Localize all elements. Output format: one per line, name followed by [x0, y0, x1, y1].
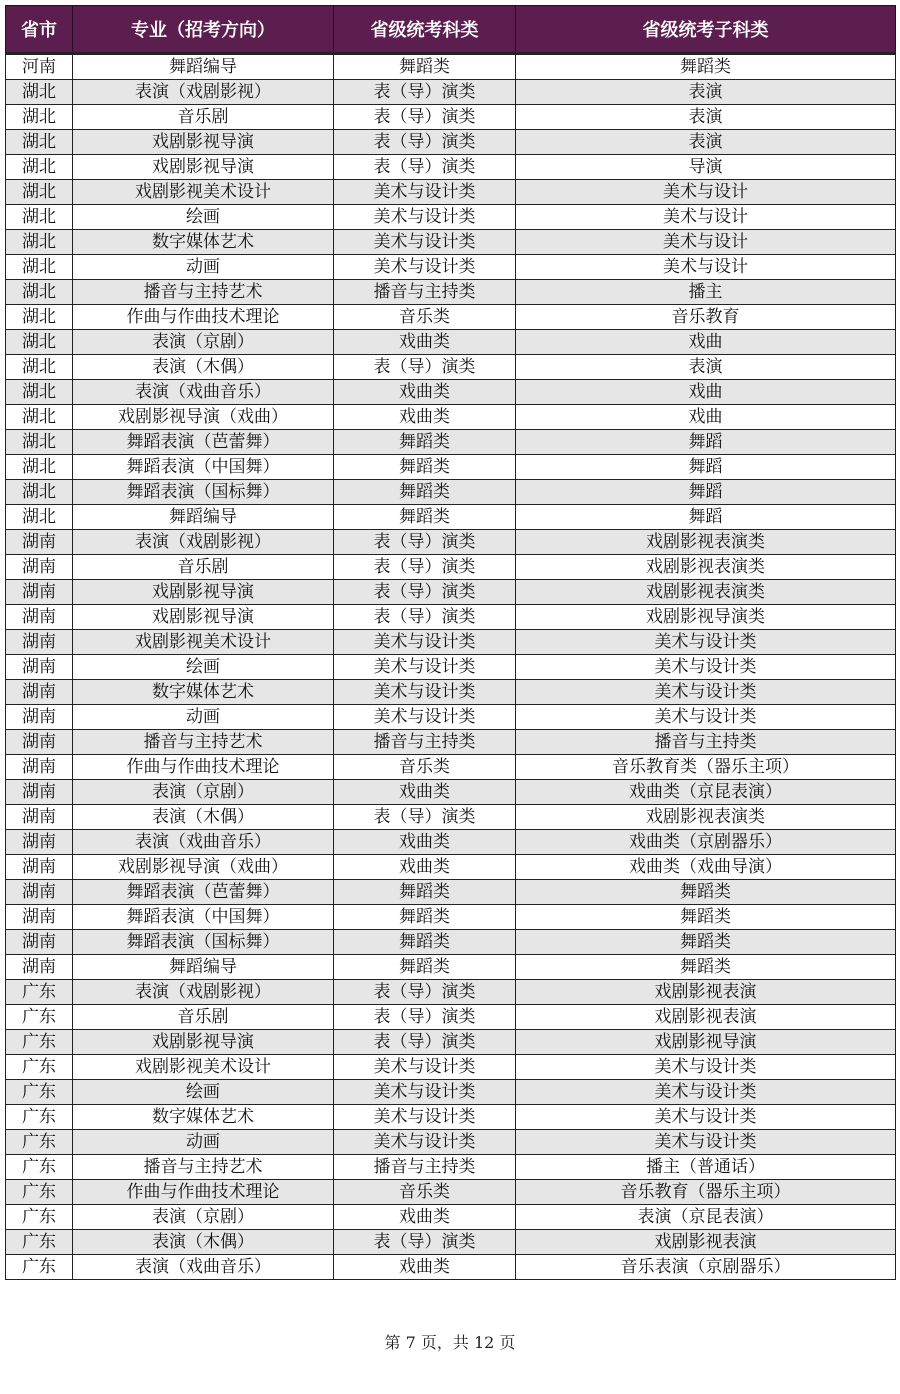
cell-province: 湖南: [6, 555, 73, 580]
cell-major: 舞蹈编导: [73, 505, 334, 530]
cell-exam-subcategory: 戏剧影视表演: [516, 1005, 896, 1030]
cell-province: 湖北: [6, 180, 73, 205]
cell-major: 动画: [73, 705, 334, 730]
page-number-footer: 第 7 页，共 12 页: [384, 1333, 516, 1352]
cell-exam-subcategory: 戏剧影视表演类: [516, 555, 896, 580]
cell-exam-subcategory: 音乐教育: [516, 305, 896, 330]
cell-province: 湖南: [6, 830, 73, 855]
cell-province: 湖南: [6, 530, 73, 555]
table-row: [6, 605, 896, 630]
cell-exam-subcategory: 播音与主持类: [516, 730, 896, 755]
cell-province: 湖南: [6, 730, 73, 755]
table-row: [6, 54, 896, 80]
cell-province: 湖南: [6, 805, 73, 830]
cell-exam-subcategory: 舞蹈: [516, 480, 896, 505]
table-row: [6, 105, 896, 130]
cell-province: 湖北: [6, 80, 73, 105]
cell-exam-category: 美术与设计类: [334, 630, 516, 655]
cell-province: 湖南: [6, 955, 73, 980]
cell-exam-subcategory: 美术与设计类: [516, 1080, 896, 1105]
cell-exam-subcategory: 美术与设计类: [516, 1105, 896, 1130]
cell-major: 戏剧影视导演（戏曲）: [73, 855, 334, 880]
cell-major: 播音与主持艺术: [73, 1155, 334, 1180]
cell-major: 绘画: [73, 655, 334, 680]
table-row: [6, 255, 896, 280]
cell-province: 湖北: [6, 155, 73, 180]
cell-province: 湖北: [6, 280, 73, 305]
cell-exam-category: 表（导）演类: [334, 1005, 516, 1030]
cell-exam-category: 表（导）演类: [334, 805, 516, 830]
cell-exam-subcategory: 表演: [516, 105, 896, 130]
header-exam-category: 省级统考科类: [334, 6, 516, 54]
cell-province: 广东: [6, 1205, 73, 1230]
cell-province: 湖北: [6, 205, 73, 230]
cell-exam-subcategory: 戏曲类（京昆表演）: [516, 780, 896, 805]
table-row: [6, 355, 896, 380]
cell-exam-category: 舞蹈类: [334, 430, 516, 455]
cell-major: 作曲与作曲技术理论: [73, 305, 334, 330]
table-body: [6, 54, 896, 1280]
cell-major: 表演（戏剧影视）: [73, 980, 334, 1005]
cell-province: 湖南: [6, 605, 73, 630]
cell-exam-category: 美术与设计类: [334, 705, 516, 730]
cell-exam-category: 美术与设计类: [334, 1130, 516, 1155]
cell-exam-subcategory: 美术与设计类: [516, 655, 896, 680]
table-row: [6, 880, 896, 905]
cell-major: 绘画: [73, 1080, 334, 1105]
cell-exam-category: 表（导）演类: [334, 130, 516, 155]
cell-exam-subcategory: 播主: [516, 280, 896, 305]
cell-province: 湖北: [6, 455, 73, 480]
cell-exam-subcategory: 音乐教育类（器乐主项）: [516, 755, 896, 780]
cell-exam-subcategory: 舞蹈: [516, 430, 896, 455]
cell-province: 广东: [6, 1130, 73, 1155]
table-row: [6, 805, 896, 830]
cell-province: 湖南: [6, 880, 73, 905]
cell-province: 广东: [6, 1255, 73, 1280]
table-row: [6, 405, 896, 430]
table-row: [6, 280, 896, 305]
cell-exam-category: 表（导）演类: [334, 1030, 516, 1055]
cell-province: 广东: [6, 1080, 73, 1105]
cell-exam-category: 表（导）演类: [334, 980, 516, 1005]
table-row: [6, 580, 896, 605]
cell-exam-subcategory: 舞蹈类: [516, 880, 896, 905]
table-row: [6, 505, 896, 530]
cell-province: 湖南: [6, 680, 73, 705]
header-province: 省市: [6, 6, 73, 54]
table-row: [6, 1155, 896, 1180]
table-row: [6, 705, 896, 730]
table-row: [6, 480, 896, 505]
cell-exam-subcategory: 播主（普通话）: [516, 1155, 896, 1180]
cell-province: 湖南: [6, 905, 73, 930]
cell-province: 湖北: [6, 105, 73, 130]
cell-exam-category: 表（导）演类: [334, 580, 516, 605]
table-row: [6, 630, 896, 655]
cell-exam-category: 舞蹈类: [334, 905, 516, 930]
cell-province: 湖南: [6, 630, 73, 655]
cell-exam-subcategory: 戏剧影视表演: [516, 980, 896, 1005]
table-row: [6, 830, 896, 855]
cell-exam-subcategory: 戏剧影视表演: [516, 1230, 896, 1255]
cell-major: 作曲与作曲技术理论: [73, 755, 334, 780]
cell-province: 湖北: [6, 430, 73, 455]
table-row: [6, 655, 896, 680]
cell-province: 湖南: [6, 930, 73, 955]
cell-major: 动画: [73, 255, 334, 280]
cell-major: 表演（戏剧影视）: [73, 530, 334, 555]
cell-major: 表演（戏曲音乐）: [73, 830, 334, 855]
cell-exam-category: 舞蹈类: [334, 955, 516, 980]
table-row: [6, 855, 896, 880]
cell-province: 湖南: [6, 705, 73, 730]
cell-province: 湖南: [6, 780, 73, 805]
cell-major: 舞蹈表演（国标舞）: [73, 480, 334, 505]
cell-exam-category: 表（导）演类: [334, 155, 516, 180]
cell-major: 表演（京剧）: [73, 1205, 334, 1230]
cell-province: 湖南: [6, 580, 73, 605]
table-row: [6, 930, 896, 955]
cell-province: 广东: [6, 1055, 73, 1080]
cell-exam-subcategory: 音乐教育（器乐主项）: [516, 1180, 896, 1205]
cell-exam-subcategory: 戏曲: [516, 330, 896, 355]
cell-exam-subcategory: 戏曲类（戏曲导演）: [516, 855, 896, 880]
cell-major: 表演（木偶）: [73, 805, 334, 830]
cell-major: 舞蹈表演（芭蕾舞）: [73, 430, 334, 455]
cell-exam-category: 表（导）演类: [334, 605, 516, 630]
cell-exam-subcategory: 舞蹈: [516, 505, 896, 530]
cell-major: 舞蹈表演（中国舞）: [73, 905, 334, 930]
table-row: [6, 205, 896, 230]
cell-province: 湖南: [6, 755, 73, 780]
cell-exam-subcategory: 美术与设计类: [516, 1130, 896, 1155]
cell-exam-category: 美术与设计类: [334, 680, 516, 705]
cell-exam-subcategory: 舞蹈类: [516, 905, 896, 930]
table-row: [6, 1130, 896, 1155]
table-row: [6, 380, 896, 405]
cell-exam-category: 戏曲类: [334, 830, 516, 855]
cell-exam-subcategory: 表演: [516, 80, 896, 105]
cell-major: 戏剧影视导演（戏曲）: [73, 405, 334, 430]
cell-exam-subcategory: 表演: [516, 130, 896, 155]
cell-province: 湖北: [6, 305, 73, 330]
cell-exam-category: 美术与设计类: [334, 180, 516, 205]
cell-exam-category: 舞蹈类: [334, 930, 516, 955]
cell-exam-category: 舞蹈类: [334, 480, 516, 505]
cell-major: 表演（京剧）: [73, 780, 334, 805]
table-row: [6, 530, 896, 555]
cell-exam-subcategory: 戏曲: [516, 380, 896, 405]
cell-major: 作曲与作曲技术理论: [73, 1180, 334, 1205]
cell-exam-subcategory: 美术与设计: [516, 255, 896, 280]
cell-exam-category: 美术与设计类: [334, 1105, 516, 1130]
cell-exam-category: 戏曲类: [334, 330, 516, 355]
cell-province: 湖南: [6, 855, 73, 880]
cell-exam-category: 戏曲类: [334, 855, 516, 880]
table-row: [6, 455, 896, 480]
table-row: [6, 430, 896, 455]
table-row: [6, 1180, 896, 1205]
table-row: [6, 1230, 896, 1255]
cell-province: 广东: [6, 980, 73, 1005]
table-row: [6, 755, 896, 780]
cell-exam-category: 舞蹈类: [334, 455, 516, 480]
table-row: [6, 555, 896, 580]
cell-province: 湖北: [6, 405, 73, 430]
cell-province: 广东: [6, 1030, 73, 1055]
cell-province: 湖南: [6, 655, 73, 680]
table-row: [6, 1080, 896, 1105]
cell-major: 舞蹈表演（芭蕾舞）: [73, 880, 334, 905]
cell-province: 湖北: [6, 130, 73, 155]
cell-major: 舞蹈编导: [73, 955, 334, 980]
cell-major: 戏剧影视导演: [73, 605, 334, 630]
cell-exam-subcategory: 舞蹈类: [516, 54, 896, 80]
cell-province: 广东: [6, 1155, 73, 1180]
cell-exam-category: 表（导）演类: [334, 1230, 516, 1255]
cell-province: 广东: [6, 1105, 73, 1130]
cell-exam-category: 表（导）演类: [334, 80, 516, 105]
cell-province: 湖北: [6, 330, 73, 355]
cell-province: 湖北: [6, 230, 73, 255]
cell-exam-category: 美术与设计类: [334, 230, 516, 255]
table-row: [6, 330, 896, 355]
cell-major: 播音与主持艺术: [73, 730, 334, 755]
cell-exam-subcategory: 戏剧影视表演类: [516, 805, 896, 830]
table-row: [6, 905, 896, 930]
cell-exam-category: 播音与主持类: [334, 730, 516, 755]
cell-exam-subcategory: 音乐表演（京剧器乐）: [516, 1255, 896, 1280]
cell-major: 舞蹈表演（中国舞）: [73, 455, 334, 480]
table-header-row: [6, 6, 896, 54]
table-row: [6, 730, 896, 755]
cell-province: 湖北: [6, 380, 73, 405]
cell-exam-subcategory: 美术与设计类: [516, 1055, 896, 1080]
cell-province: 广东: [6, 1180, 73, 1205]
header-exam-subcategory: 省级统考子科类: [516, 6, 896, 54]
cell-exam-category: 播音与主持类: [334, 1155, 516, 1180]
cell-major: 播音与主持艺术: [73, 280, 334, 305]
cell-exam-category: 戏曲类: [334, 1255, 516, 1280]
table-row: [6, 980, 896, 1005]
table-row: [6, 1030, 896, 1055]
cell-exam-subcategory: 表演: [516, 355, 896, 380]
cell-province: 湖北: [6, 480, 73, 505]
cell-exam-category: 播音与主持类: [334, 280, 516, 305]
cell-exam-subcategory: 美术与设计类: [516, 680, 896, 705]
cell-exam-subcategory: 美术与设计类: [516, 630, 896, 655]
cell-major: 数字媒体艺术: [73, 1105, 334, 1130]
cell-province: 湖北: [6, 505, 73, 530]
cell-exam-category: 戏曲类: [334, 780, 516, 805]
cell-exam-subcategory: 戏剧影视导演: [516, 1030, 896, 1055]
cell-exam-category: 音乐类: [334, 1180, 516, 1205]
cell-exam-subcategory: 戏曲类（京剧器乐）: [516, 830, 896, 855]
cell-exam-category: 舞蹈类: [334, 54, 516, 80]
cell-exam-category: 美术与设计类: [334, 205, 516, 230]
table-row: [6, 955, 896, 980]
cell-major: 舞蹈编导: [73, 54, 334, 80]
cell-major: 音乐剧: [73, 105, 334, 130]
cell-major: 戏剧影视导演: [73, 580, 334, 605]
cell-exam-subcategory: 戏剧影视导演类: [516, 605, 896, 630]
cell-exam-category: 表（导）演类: [334, 355, 516, 380]
cell-exam-category: 舞蹈类: [334, 880, 516, 905]
cell-exam-subcategory: 美术与设计: [516, 180, 896, 205]
cell-major: 表演（戏剧影视）: [73, 80, 334, 105]
cell-exam-subcategory: 舞蹈类: [516, 930, 896, 955]
cell-exam-subcategory: 表演（京昆表演）: [516, 1205, 896, 1230]
cell-major: 动画: [73, 1130, 334, 1155]
table-row: [6, 780, 896, 805]
cell-exam-subcategory: 戏剧影视表演类: [516, 580, 896, 605]
cell-exam-category: 表（导）演类: [334, 105, 516, 130]
cell-major: 表演（木偶）: [73, 355, 334, 380]
table-row: [6, 1055, 896, 1080]
table-row: [6, 1205, 896, 1230]
cell-major: 戏剧影视导演: [73, 155, 334, 180]
cell-exam-category: 戏曲类: [334, 1205, 516, 1230]
cell-major: 戏剧影视导演: [73, 130, 334, 155]
cell-exam-category: 表（导）演类: [334, 555, 516, 580]
table-row: [6, 80, 896, 105]
table-row: [6, 155, 896, 180]
table-row: [6, 180, 896, 205]
cell-major: 戏剧影视美术设计: [73, 1055, 334, 1080]
cell-major: 音乐剧: [73, 555, 334, 580]
cell-major: 表演（木偶）: [73, 1230, 334, 1255]
cell-exam-subcategory: 舞蹈类: [516, 955, 896, 980]
cell-major: 表演（京剧）: [73, 330, 334, 355]
cell-province: 广东: [6, 1005, 73, 1030]
cell-major: 舞蹈表演（国标舞）: [73, 930, 334, 955]
cell-exam-category: 表（导）演类: [334, 530, 516, 555]
cell-major: 绘画: [73, 205, 334, 230]
cell-province: 广东: [6, 1230, 73, 1255]
cell-exam-category: 美术与设计类: [334, 1080, 516, 1105]
table-row: [6, 1105, 896, 1130]
table-row: [6, 1005, 896, 1030]
cell-exam-subcategory: 美术与设计: [516, 205, 896, 230]
cell-province: 湖北: [6, 255, 73, 280]
cell-exam-subcategory: 导演: [516, 155, 896, 180]
cell-major: 数字媒体艺术: [73, 230, 334, 255]
cell-exam-category: 美术与设计类: [334, 1055, 516, 1080]
cell-exam-category: 音乐类: [334, 755, 516, 780]
cell-province: 湖北: [6, 355, 73, 380]
cell-exam-category: 舞蹈类: [334, 505, 516, 530]
cell-major: 戏剧影视美术设计: [73, 630, 334, 655]
cell-major: 戏剧影视美术设计: [73, 180, 334, 205]
cell-major: 音乐剧: [73, 1005, 334, 1030]
cell-exam-category: 音乐类: [334, 305, 516, 330]
cell-exam-category: 美术与设计类: [334, 655, 516, 680]
cell-exam-subcategory: 戏剧影视表演类: [516, 530, 896, 555]
table-row: [6, 230, 896, 255]
enrollment-table: [5, 5, 896, 1280]
header-major: 专业（招考方向）: [73, 6, 334, 54]
table-row: [6, 1255, 896, 1280]
cell-major: 表演（戏曲音乐）: [73, 380, 334, 405]
cell-exam-subcategory: 美术与设计: [516, 230, 896, 255]
cell-province: 河南: [6, 54, 73, 80]
table-row: [6, 680, 896, 705]
cell-exam-category: 戏曲类: [334, 405, 516, 430]
cell-exam-category: 美术与设计类: [334, 255, 516, 280]
cell-exam-category: 戏曲类: [334, 380, 516, 405]
cell-exam-subcategory: 美术与设计类: [516, 705, 896, 730]
cell-major: 数字媒体艺术: [73, 680, 334, 705]
cell-exam-subcategory: 舞蹈: [516, 455, 896, 480]
cell-major: 戏剧影视导演: [73, 1030, 334, 1055]
table-row: [6, 305, 896, 330]
table-row: [6, 130, 896, 155]
cell-major: 表演（戏曲音乐）: [73, 1255, 334, 1280]
cell-exam-subcategory: 戏曲: [516, 405, 896, 430]
